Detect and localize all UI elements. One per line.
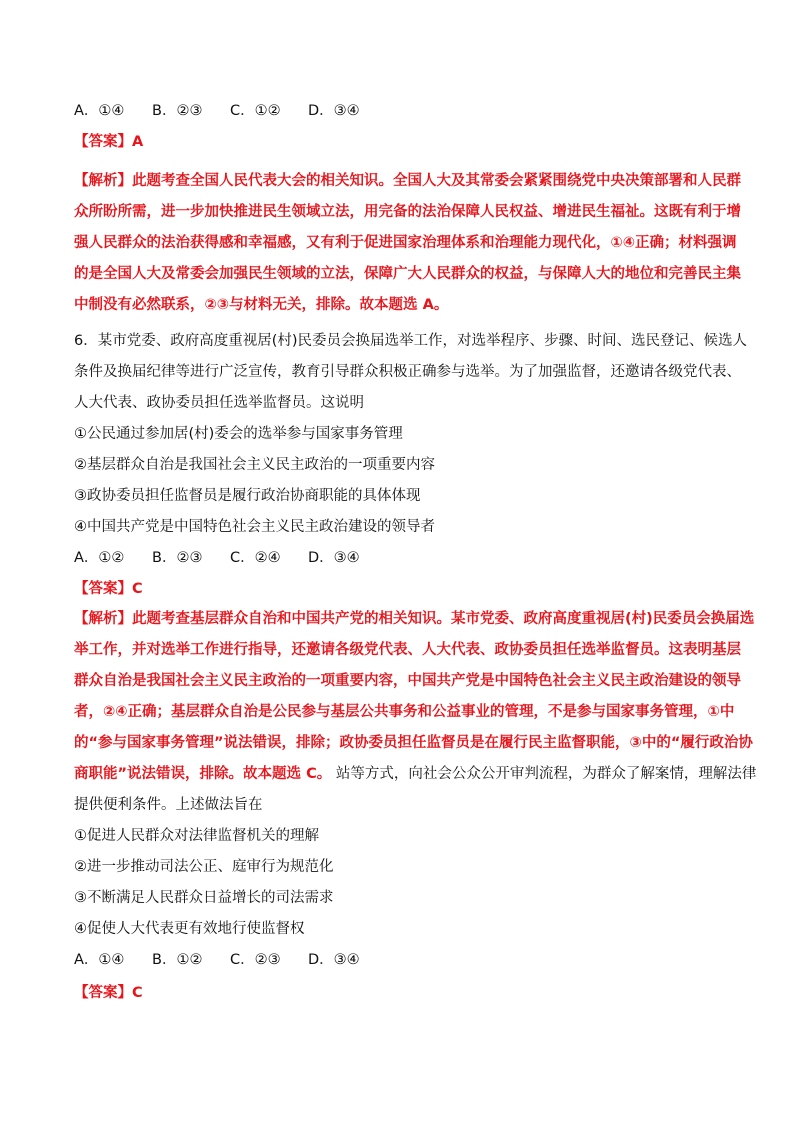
q5-option-a: A．①④	[74, 103, 125, 119]
q5-analysis-line: 众所盼所需，进一步加快推进民生领域立法，用完备的法治保障人民权益、增进民生福祉。这既有利于增	[74, 204, 741, 220]
q7-option-d: D．③④	[308, 952, 360, 968]
q5-analysis-line: 的是全国人大及常委会加强民生领域的立法，保障广大人民群众的权益，与保障人大的地位和完善民主集	[74, 266, 741, 282]
q6-item-2: ②基层群众自治是我国社会主义民主政治的一项重要内容	[74, 457, 435, 473]
q7-answer: 【答案】C	[74, 985, 143, 1001]
q7-item-2: ②进一步推动司法公正、庭审行为规范化	[74, 859, 334, 875]
q5-options	[74, 101, 734, 121]
q6-option-d: D．③④	[308, 550, 360, 566]
q6-item-1: ①公民通过参加居(村)委会的选举参与国家事务管理	[74, 426, 403, 442]
q7-option-b: B．①②	[152, 952, 203, 968]
q5-analysis-line: 【解析】此题考查全国人民代表大会的相关知识。全国人大及其常委会紧紧围绕党中央决策部署和人民群	[74, 173, 741, 189]
q6-analysis-line: 举工作，并对选举工作进行指导，还邀请各级党代表、人大代表、政协委员担任选举监督员。这表明基层	[74, 642, 741, 658]
q7-item-4: ④促使人大代表更有效地行使监督权	[74, 921, 305, 937]
q7-item-3: ③不断满足人民群众日益增长的司法需求	[74, 890, 334, 906]
q5-option-d: D．③④	[308, 103, 360, 119]
q6-analysis-line: 的“参与国家事务管理”说法错误，排除；政协委员担任监督员是在履行民主监督职能，③中的“履行政治协	[74, 735, 753, 751]
q6-item-3: ③政协委员担任监督员是履行政治协商职能的具体体现	[74, 488, 421, 504]
q6-analysis-line: 群众自治是我国社会主义民主政治的一项重要内容，中国共产党是中国特色社会主义民主政治建设的领导	[74, 673, 741, 689]
q6-analysis-line: 【解析】此题考查基层群众自治和中国共产党的相关知识。某市党委、政府高度重视居(村)民委员会换届选	[74, 611, 755, 627]
q5-option-b: B．②③	[152, 103, 203, 119]
q6-stem-line: 人大代表、政协委员担任选举监督员。这说明	[74, 395, 364, 411]
q6-analysis-line: 者，②④正确；基层群众自治是公民参与基层公共事务和公益事业的管理，不是参与国家事务管理，①中	[74, 704, 735, 720]
q6-options	[74, 548, 734, 568]
q7-stem-line: 提供便利条件。上述做法旨在	[74, 797, 263, 813]
q7-options	[74, 950, 734, 970]
q6-option-b: B．②③	[152, 550, 203, 566]
q6-analysis-mixed-line	[74, 764, 757, 784]
q5-analysis-line: 强人民群众的法治获得感和幸福感，又有利于促进国家治理体系和治理能力现代化，①④正确；材料强调	[74, 235, 737, 251]
q5-option-c: C．①②	[230, 103, 281, 119]
q6-stem-line: 6．某市党委、政府高度重视居(村)民委员会换届选举工作，对选举程序、步骤、时间、选民登记、候选人	[74, 333, 748, 349]
q7-item-1: ①促进人民群众对法律监督机关的理解	[74, 828, 319, 844]
q5-answer: 【答案】A	[74, 134, 144, 150]
q5-analysis-line: 中制没有必然联系，②③与材料无关，排除。故本题选 A。	[74, 297, 449, 313]
q6-item-4: ④中国共产党是中国特色社会主义民主政治建设的领导者	[74, 519, 435, 535]
q6-analysis-end: 商职能”说法错误，排除。故本题选 C。	[74, 766, 332, 782]
q6-answer: 【答案】C	[74, 581, 143, 597]
q7-option-c: C．②③	[230, 952, 281, 968]
q6-option-c: C．②④	[230, 550, 281, 566]
q7-stem-fragment: 站等方式，向社会公众公开审判流程，为群众了解案情，理解法律	[331, 766, 757, 782]
q6-stem-line: 条件及换届纪律等进行广泛宣传，教育引导群众积极正确参与选举。为了加强监督，还邀请各级党代表、	[74, 364, 741, 380]
q7-option-a: A．①④	[74, 952, 125, 968]
q6-option-a: A．①②	[74, 550, 125, 566]
